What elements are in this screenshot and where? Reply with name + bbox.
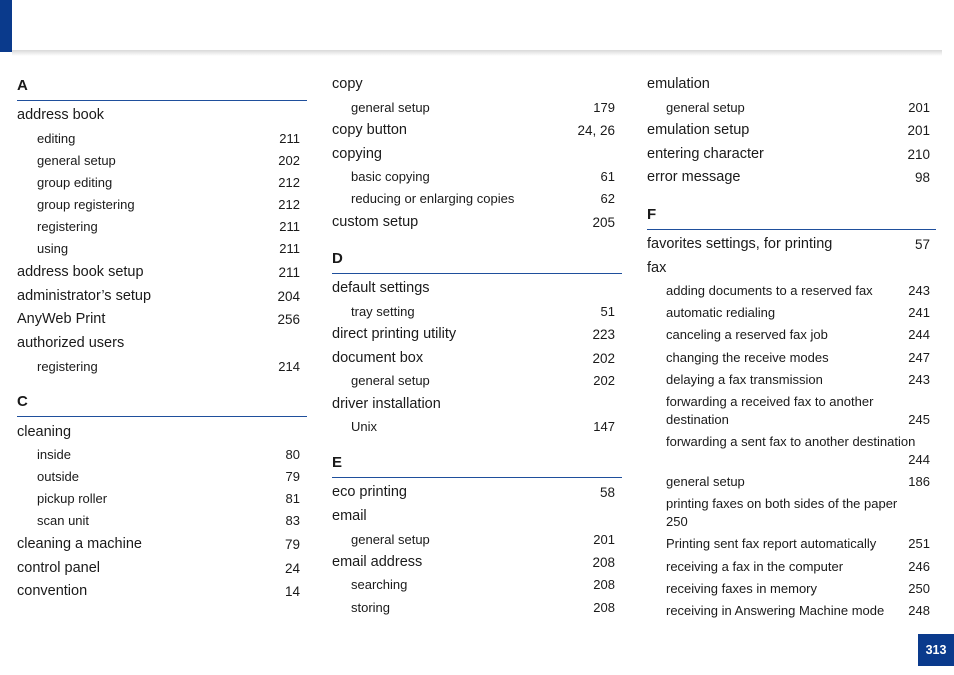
page-ref: 57 (914, 237, 930, 252)
page-ref: 201 (593, 532, 615, 547)
section-rule-e (332, 477, 622, 478)
index-subentry: using (37, 241, 69, 256)
page-ref: 83 (285, 513, 300, 528)
page-ref: 14 (284, 584, 300, 599)
index-subentry: receiving in Answering Machine mode (666, 603, 885, 618)
index-subentry: forwarding a received fax to another (666, 394, 874, 409)
index-subentry: editing (37, 131, 76, 146)
page-ref: 243 (908, 372, 930, 387)
section-rule-f (647, 229, 936, 230)
index-subentry: general setup (351, 532, 430, 547)
section-rule-c (17, 416, 307, 417)
index-entry: custom setup (332, 214, 419, 230)
page-ref: 245 (908, 412, 930, 427)
index-subentry: searching (351, 577, 408, 592)
index-subentry: outside (37, 469, 79, 484)
header-accent-bar (0, 0, 12, 52)
index-subentry: registering (37, 359, 98, 374)
index-entry: direct printing utility (332, 326, 457, 342)
page-ref: 256 (277, 312, 300, 327)
index-entry: document box (332, 350, 424, 366)
index-subentry: registering (37, 219, 98, 234)
page-ref: 186 (908, 474, 930, 489)
index-subentry: canceling a reserved fax job (666, 327, 828, 342)
section-letter-c: C (17, 393, 28, 410)
index-entry: eco printing (332, 484, 407, 500)
page-ref: 210 (907, 147, 930, 162)
index-entry: error message (647, 169, 741, 185)
index-subentry: delaying a fax transmission (666, 372, 823, 387)
page-ref: 202 (593, 373, 615, 388)
index-entry: address book (17, 107, 105, 123)
index-subentry: general setup (666, 474, 745, 489)
page-ref: 211 (278, 265, 300, 280)
page-ref: 62 (600, 191, 615, 206)
page-ref: 202 (592, 351, 615, 366)
page-ref: 201 (907, 123, 930, 138)
page-ref: 79 (284, 537, 300, 552)
index-entry: address book setup (17, 264, 144, 280)
index-entry: driver installation (332, 396, 441, 412)
index-entry: convention (17, 583, 88, 599)
index-entry: email (332, 508, 367, 524)
page-ref: 244 (908, 452, 930, 467)
index-subentry: general setup (37, 153, 116, 168)
index-subentry: reducing or enlarging copies (351, 191, 515, 206)
page-ref: 80 (285, 447, 300, 462)
page-ref: 248 (908, 603, 930, 618)
page-ref: 98 (914, 170, 930, 185)
index-subentry: group registering (37, 197, 135, 212)
index-entry: authorized users (17, 335, 125, 351)
index-subentry: changing the receive modes (666, 350, 829, 365)
page-ref: 214 (278, 359, 300, 374)
index-entry: cleaning (17, 424, 72, 440)
index-entry: copy button (332, 122, 407, 138)
index-entry: favorites settings, for printing (647, 236, 833, 252)
section-letter-d: D (332, 250, 343, 267)
page-ref: 201 (908, 100, 930, 115)
page-ref: 51 (600, 304, 615, 319)
page-ref: 205 (592, 215, 615, 230)
header-divider (12, 50, 942, 56)
page-ref: 223 (592, 327, 615, 342)
index-entry: AnyWeb Print (17, 311, 106, 327)
page-ref: 24 (284, 561, 300, 576)
index-entry: emulation setup (647, 122, 750, 138)
page-ref: 202 (278, 153, 300, 168)
index-entry: emulation (647, 76, 710, 92)
index-subentry: Unix (351, 419, 378, 434)
page-ref: 211 (279, 241, 300, 256)
page-ref: 250 (666, 514, 688, 529)
section-letter-f: F (647, 206, 657, 223)
page-ref: 179 (593, 100, 615, 115)
page-ref: 241 (908, 305, 930, 320)
section-rule-d (332, 273, 622, 274)
index-entry: cleaning a machine (17, 536, 142, 552)
page-ref: 211 (279, 131, 300, 146)
index-subentry: general setup (666, 100, 745, 115)
index-subentry: inside (37, 447, 71, 462)
index-subentry: Printing sent fax report automatically (666, 536, 877, 551)
page-ref: 250 (908, 581, 930, 596)
page-ref: 61 (600, 169, 615, 184)
index-entry: control panel (17, 560, 101, 576)
index-subentry: receiving faxes in memory (666, 581, 817, 596)
index-entry: default settings (332, 280, 430, 296)
index-entry: copy (332, 76, 363, 92)
page-number-badge: 313 (918, 634, 954, 666)
index-subentry: forwarding a sent fax to another destination (666, 434, 916, 449)
index-subentry-cont: destination (666, 412, 729, 427)
page-ref: 208 (592, 555, 615, 570)
page-ref: 58 (599, 485, 615, 500)
page-ref: 24, 26 (577, 123, 615, 138)
index-subentry: general setup (351, 373, 430, 388)
section-rule-a (17, 100, 307, 101)
page-ref: 212 (278, 175, 300, 190)
page-ref: 247 (908, 350, 930, 365)
page-ref: 211 (279, 219, 300, 234)
index-entry: administrator’s setup (17, 288, 152, 304)
index-subentry: automatic redialing (666, 305, 776, 320)
page-ref: 147 (593, 419, 615, 434)
index-entry: entering character (647, 146, 764, 162)
page-ref: 81 (285, 491, 300, 506)
index-entry: fax (647, 260, 667, 276)
index-subentry: adding documents to a reserved fax (666, 283, 873, 298)
index-subentry: group editing (37, 175, 113, 190)
index-subentry: tray setting (351, 304, 415, 319)
page-ref: 208 (593, 600, 615, 615)
index-entry: copying (332, 146, 382, 162)
page-ref: 246 (908, 559, 930, 574)
index-subentry: printing faxes on both sides of the paper (666, 496, 898, 511)
page-ref: 204 (277, 289, 300, 304)
page-ref: 212 (278, 197, 300, 212)
index-entry: email address (332, 554, 423, 570)
page-ref: 251 (908, 536, 930, 551)
section-letter-a: A (17, 77, 28, 94)
index-subentry: receiving a fax in the computer (666, 559, 844, 574)
section-letter-e: E (332, 454, 343, 471)
page-ref: 244 (908, 327, 930, 342)
index-subentry: scan unit (37, 513, 90, 528)
page-ref: 79 (285, 469, 300, 484)
index-subentry: basic copying (351, 169, 430, 184)
page-ref: 243 (908, 283, 930, 298)
index-subentry: general setup (351, 100, 430, 115)
page-ref: 208 (593, 577, 615, 592)
index-subentry: pickup roller (37, 491, 108, 506)
index-subentry: storing (351, 600, 391, 615)
